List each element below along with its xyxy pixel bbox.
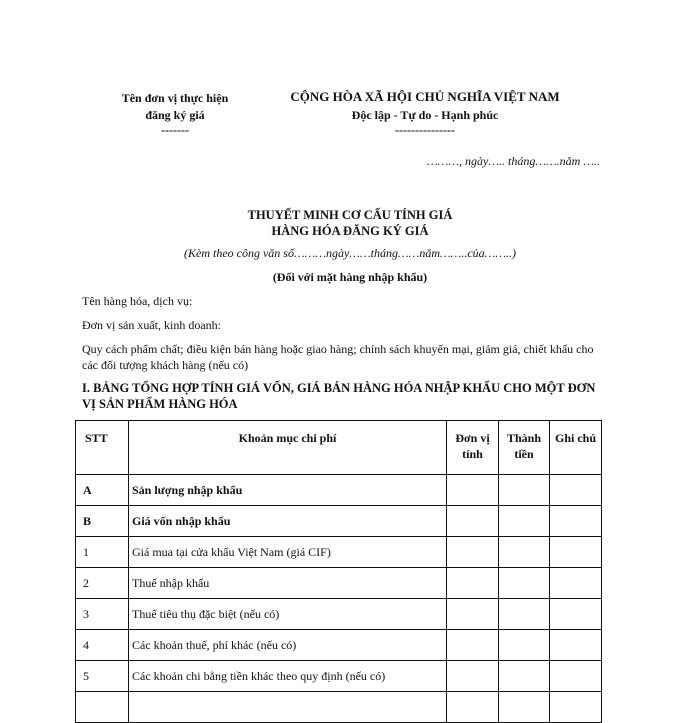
cost-table xyxy=(75,420,602,723)
row-item: Các khoản thuế, phí khác (nếu có) xyxy=(129,630,447,661)
row-stt: 2 xyxy=(76,568,129,599)
header-stt: STT xyxy=(76,421,129,475)
field-producer: Đơn vị sản xuất, kinh doanh: xyxy=(82,318,221,332)
row-amount-cell xyxy=(499,661,550,692)
row-amount-cell xyxy=(499,506,550,537)
row-item: Sản lượng nhập khẩu xyxy=(129,475,447,506)
motto-rule: --------------- xyxy=(395,123,455,137)
issuer-name-line2: đăng ký giá xyxy=(145,108,205,122)
row-stt: B xyxy=(76,506,129,537)
table-row xyxy=(76,661,602,692)
row-unit-cell xyxy=(447,475,499,506)
table-header-row xyxy=(76,421,602,475)
header-unit: Đơn vị tính xyxy=(447,421,499,475)
table-row xyxy=(76,692,602,723)
header-item: Khoản mục chi phí xyxy=(129,421,447,475)
field-specs: Quy cách phẩm chất; điều kiện bán hàng hoặc giao hàng; chính sách khuyến mại, giảm giá, chiết khấu cho các đối tượng khách hàng (nếu có) xyxy=(82,342,594,372)
document-title xyxy=(100,207,600,239)
row-amount-cell xyxy=(499,630,550,661)
row-item: Thuế nhập khẩu xyxy=(129,568,447,599)
table-row xyxy=(76,506,602,537)
table-row xyxy=(76,599,602,630)
row-stt: 1 xyxy=(76,537,129,568)
header-note: Ghi chú xyxy=(550,421,602,475)
date-line: ………, ngày….. tháng…….năm ….. xyxy=(426,154,600,168)
row-note-cell xyxy=(550,568,602,599)
table-row xyxy=(76,568,602,599)
row-item: Giá mua tại cửa khẩu Việt Nam (giá CIF) xyxy=(129,537,447,568)
row-note-cell xyxy=(550,599,602,630)
section-heading: I. BẢNG TỔNG HỢP TÍNH GIÁ VỐN, GIÁ BÁN HÀNG HÓA NHẬP KHẨU CHO MỘT ĐƠN VỊ SẢN PHẨM HÀNG HÓA xyxy=(82,381,596,411)
table-row xyxy=(76,537,602,568)
field-goods-name: Tên hàng hóa, dịch vụ: xyxy=(82,294,193,308)
row-amount-cell xyxy=(499,692,550,723)
row-note-cell xyxy=(550,630,602,661)
row-unit-cell xyxy=(447,537,499,568)
row-amount-cell xyxy=(499,537,550,568)
row-note-cell xyxy=(550,537,602,568)
row-amount-cell xyxy=(499,568,550,599)
row-item-cell xyxy=(129,692,447,723)
row-note-cell xyxy=(550,506,602,537)
title-line1: THUYẾT MINH CƠ CẤU TÍNH GIÁ xyxy=(247,208,453,222)
row-stt: A xyxy=(76,475,129,506)
row-unit-cell xyxy=(447,599,499,630)
table-row xyxy=(76,475,602,506)
row-stt-cell xyxy=(76,692,129,723)
row-stt: 3 xyxy=(76,599,129,630)
row-item: Thuế tiêu thụ đặc biệt (nếu có) xyxy=(129,599,447,630)
row-note-cell xyxy=(550,692,602,723)
issuer-block xyxy=(95,90,255,136)
national-motto-block xyxy=(270,88,580,136)
row-amount-cell xyxy=(499,475,550,506)
row-unit-cell xyxy=(447,506,499,537)
title-line2: HÀNG HÓA ĐĂNG KÝ GIÁ xyxy=(271,224,429,238)
row-unit-cell xyxy=(447,568,499,599)
row-stt: 4 xyxy=(76,630,129,661)
row-item: Giá vốn nhập khẩu xyxy=(129,506,447,537)
row-unit-cell xyxy=(447,692,499,723)
row-stt: 5 xyxy=(76,661,129,692)
national-motto: Độc lập - Tự do - Hạnh phúc xyxy=(351,108,499,122)
row-amount-cell xyxy=(499,599,550,630)
issuer-rule: ------- xyxy=(161,123,189,137)
country-name: CỘNG HÒA XÃ HỘI CHỦ NGHĨA VIỆT NAM xyxy=(290,89,560,104)
attachment-note: (Kèm theo công văn số………ngày……tháng……năm……..của……..) xyxy=(184,246,516,260)
row-unit-cell xyxy=(447,630,499,661)
issuer-name-line1: Tên đơn vị thực hiện xyxy=(121,91,229,105)
table-row xyxy=(76,630,602,661)
row-unit-cell xyxy=(447,661,499,692)
row-note-cell xyxy=(550,661,602,692)
row-note-cell xyxy=(550,475,602,506)
subject-note: (Đối với mặt hàng nhập khẩu) xyxy=(272,270,428,284)
row-item: Các khoản chi bằng tiền khác theo quy định (nếu có) xyxy=(129,661,447,692)
header-amount: Thành tiền xyxy=(499,421,550,475)
